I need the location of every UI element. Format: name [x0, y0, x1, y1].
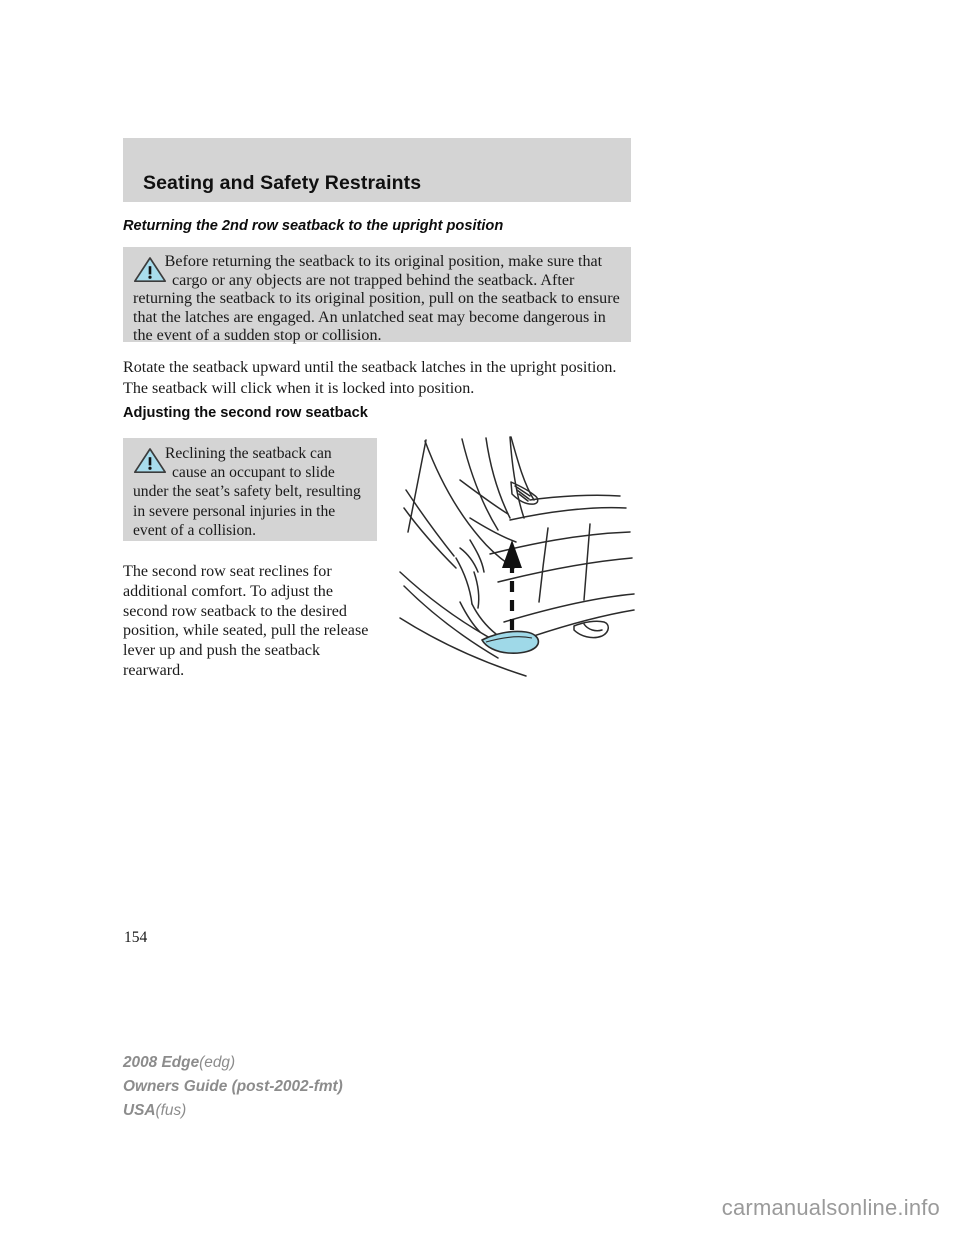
- site-watermark: carmanualsonline.info: [721, 1195, 940, 1220]
- footer-line-market: [123, 1099, 343, 1123]
- second-row-seat-recline-diagram: [398, 432, 636, 680]
- warning-text-container: [133, 253, 621, 346]
- warning-box-reclining-seatback: [123, 438, 377, 541]
- up-arrow-indicator: [502, 540, 522, 630]
- footer-line-model: [123, 1051, 343, 1075]
- page-number: 154: [124, 929, 148, 946]
- warning-text-container: [133, 444, 367, 540]
- warning-message: Reclining the seatback can cause an occupant to slide under the seat’s safety belt, resulting in severe personal injuries in the event of a collision.: [133, 445, 361, 539]
- paragraph-rotate-seatback: Rotate the seatback upward until the seatback latches in the upright position. The seatback will click when it is locked into position.: [123, 359, 617, 397]
- release-lever-highlight: [482, 631, 538, 653]
- footer-model-name: 2008 Edge: [123, 1054, 200, 1071]
- footer-market-name: USA: [123, 1102, 156, 1119]
- warning-triangle-icon: [133, 447, 167, 474]
- page-title: Seating and Safety Restraints: [143, 172, 422, 194]
- footer-guide-name: Owners Guide (post-2002-fmt): [123, 1078, 343, 1095]
- paragraph-recline-instructions: The second row seat reclines for additional comfort. To adjust the second row seatback to the desired position, while seated, pull the release lever up and push the seatback rearward.: [123, 563, 369, 679]
- footer-market-code: (fus): [155, 1102, 187, 1119]
- footer-block: [123, 1051, 343, 1123]
- footer-line-guide: [123, 1075, 343, 1099]
- warning-box-returning-seatback: [123, 247, 631, 345]
- section-heading-returning-seatback: Returning the 2nd row seatback to the upright position: [123, 218, 504, 234]
- footer-model-code: (edg): [199, 1054, 236, 1071]
- warning-triangle-icon: [133, 256, 167, 283]
- warning-message: Before returning the seatback to its original position, make sure that cargo or any objects are not trapped behind the seatback. After returning the seatback to its original position, pull on the seatback to ensure that the latches are engaged. An unlatched seat may become dangerous in the event of a sudden stop or collision.: [133, 253, 620, 345]
- section-heading-adjusting-seatback: Adjusting the second row seatback: [123, 405, 368, 421]
